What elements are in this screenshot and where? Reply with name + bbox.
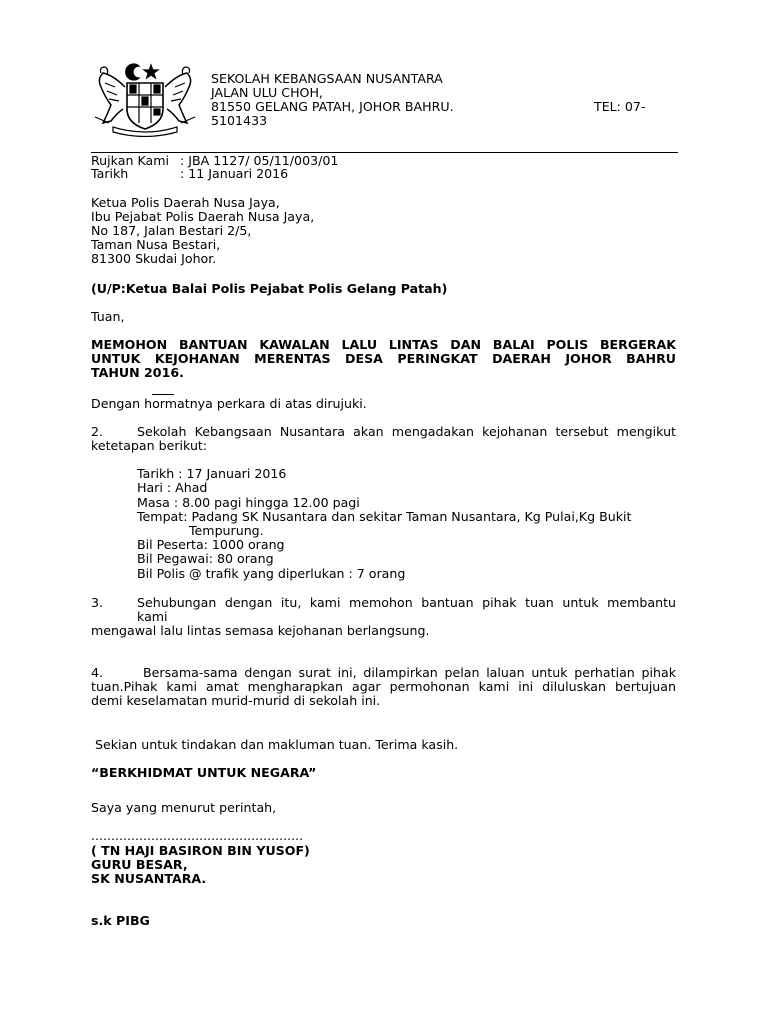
para-2-number: 2. [91,424,104,439]
date-label: Tarikh [91,166,129,181]
reference-value: : JBA 1127/ 05/11/003/01 [180,153,339,168]
address-line-2: 81550 GELANG PATAH, JOHOR BAHRU. [211,99,454,114]
para-3-line-1b: kami [137,609,168,624]
para-3-line-1: Sehubungan dengan itu, kami memohon bantuan pihak tuan untuk membantu [137,595,676,610]
detail-tarikh: Tarikh : 17 Januari 2016 [137,466,287,481]
reference-label: Rujkan Kami [91,153,169,168]
para-4-number: 4. [91,665,104,680]
detail-masa: Masa : 8.00 pagi hingga 12.00 pagi [137,495,360,510]
signature-dots: ..................................................... [91,828,304,843]
recipient-line: 81300 Skudai Johor. [91,251,217,266]
para-2-line-1: Sekolah Kebangsaan Nusantara akan mengadakan kejohanan tersebut mengikut [137,424,676,439]
tel-number: 5101433 [211,113,268,128]
coat-of-arms-icon [91,57,199,137]
recipient-line: Ketua Polis Daerah Nusa Jaya, [91,195,280,210]
subject-underline-fragment [152,394,174,395]
closing-sentence: Sekian untuk tindakan dan makluman tuan. Terima kasih. [91,737,459,752]
para-4-line-3: demi keselamatan murid-murid di sekolah ini. [91,693,381,708]
tel-label: TEL: 07- [594,99,646,114]
salutation: Tuan, [91,309,125,324]
subject-line-2: UNTUK KEJOHANAN MERENTAS DESA PERINGKAT DAERAH JOHOR BAHRU [91,351,676,366]
signatory-name: ( TN HAJI BASIRON BIN YUSOF) [91,843,310,858]
detail-pegawai: Bil Pegawai: 80 orang [137,551,274,566]
para-3-number: 3. [91,595,104,610]
detail-tempat: Tempat: Padang SK Nusantara dan sekitar Taman Nusantara, Kg Pulai,Kg Bukit [137,509,632,524]
para-4-line-2: tuan.Pihak kami amat mengharapkan agar permohonan kami ini diluluskan bertujuan [91,679,676,694]
subject-line-1: MEMOHON BANTUAN KAWALAN LALU LINTAS DAN BALAI POLIS BERGERAK [91,337,676,352]
detail-peserta: Bil Peserta: 1000 orang [137,537,285,552]
signatory-org: SK NUSANTARA. [91,871,207,886]
recipient-line: Ibu Pejabat Polis Daerah Nusa Jaya, [91,209,315,224]
para-2-line-2: ketetapan berikut: [91,438,208,453]
date-value: : 11 Januari 2016 [180,166,289,181]
detail-polis: Bil Polis @ trafik yang diperlukan : 7 orang [137,566,406,581]
motto: “BERKHIDMAT UNTUK NEGARA” [91,765,317,780]
detail-hari: Hari : Ahad [137,480,208,495]
attention-line: (U/P:Ketua Balai Polis Pejabat Polis Gelang Patah) [91,281,448,296]
cc-line: s.k PIBG [91,913,150,928]
detail-tempat-continued: Tempurung. [189,523,264,538]
recipient-line: No 187, Jalan Bestari 2/5, [91,223,252,238]
address-line-1: JALAN ULU CHOH, [211,85,323,100]
para-4-line-1: Bersama-sama dengan surat ini, dilampirkan pelan laluan untuk perhatian pihak [143,665,676,680]
subject-line-3: TAHUN 2016. [91,365,184,380]
recipient-line: Taman Nusa Bestari, [91,237,221,252]
signatory-title: GURU BESAR, [91,857,188,872]
opening-sentence: Dengan hormatnya perkara di atas dirujuki. [91,396,367,411]
para-3-line-2: mengawal lalu lintas semasa kejohanan berlangsung. [91,623,430,638]
school-name: SEKOLAH KEBANGSAAN NUSANTARA [211,71,443,86]
yours-faithfully: Saya yang menurut perintah, [91,800,277,815]
